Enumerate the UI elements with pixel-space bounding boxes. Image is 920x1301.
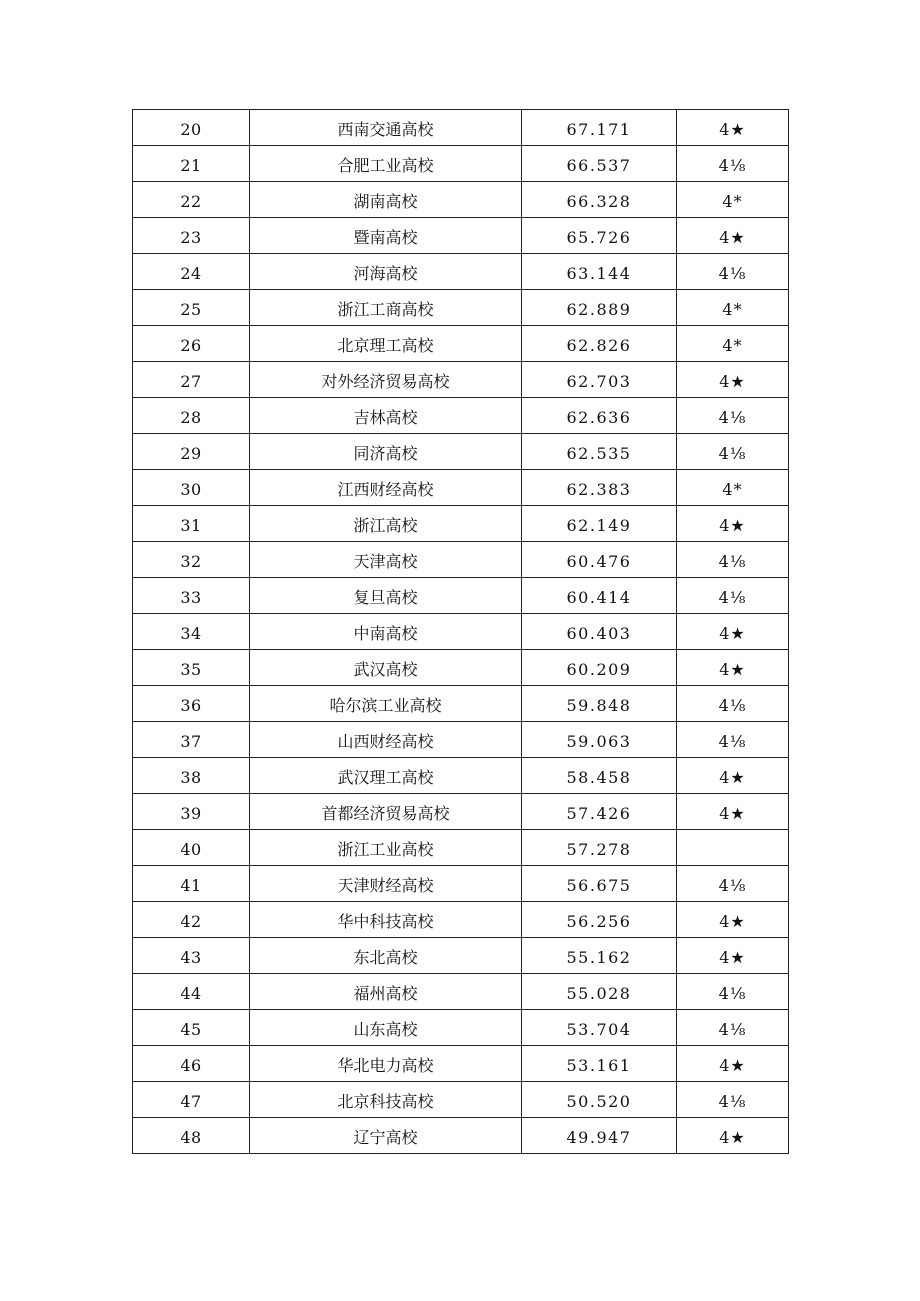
table-row bbox=[133, 794, 789, 830]
table-row bbox=[133, 902, 789, 938]
rank-cell: 38 bbox=[133, 758, 250, 794]
school-name-cell: 北京理工高校 bbox=[250, 326, 522, 362]
grade-cell bbox=[677, 830, 789, 866]
table-row bbox=[133, 1118, 789, 1154]
score-cell: 55.162 bbox=[522, 938, 677, 974]
rank-cell: 47 bbox=[133, 1082, 250, 1118]
rank-cell: 34 bbox=[133, 614, 250, 650]
school-name-cell: 暨南高校 bbox=[250, 218, 522, 254]
score-cell: 62.889 bbox=[522, 290, 677, 326]
table-row bbox=[133, 470, 789, 506]
school-name-cell: 吉林高校 bbox=[250, 398, 522, 434]
school-name-cell: 山西财经高校 bbox=[250, 722, 522, 758]
rank-cell: 27 bbox=[133, 362, 250, 398]
rank-cell: 28 bbox=[133, 398, 250, 434]
rank-cell: 22 bbox=[133, 182, 250, 218]
school-name-cell: 山东高校 bbox=[250, 1010, 522, 1046]
school-name-cell: 北京科技高校 bbox=[250, 1082, 522, 1118]
grade-cell: 4* bbox=[677, 470, 789, 506]
school-name-cell: 天津高校 bbox=[250, 542, 522, 578]
table-row bbox=[133, 866, 789, 902]
score-cell: 56.675 bbox=[522, 866, 677, 902]
grade-cell: 4⅛ bbox=[677, 1082, 789, 1118]
score-cell: 53.704 bbox=[522, 1010, 677, 1046]
grade-cell: 4⅛ bbox=[677, 254, 789, 290]
grade-cell: 4★ bbox=[677, 614, 789, 650]
grade-cell: 4⅛ bbox=[677, 1010, 789, 1046]
table-row bbox=[133, 434, 789, 470]
score-cell: 59.848 bbox=[522, 686, 677, 722]
school-name-cell: 浙江工业高校 bbox=[250, 830, 522, 866]
rank-cell: 24 bbox=[133, 254, 250, 290]
table-row bbox=[133, 758, 789, 794]
rank-cell: 36 bbox=[133, 686, 250, 722]
table-row bbox=[133, 686, 789, 722]
grade-cell: 4★ bbox=[677, 758, 789, 794]
school-name-cell: 哈尔滨工业高校 bbox=[250, 686, 522, 722]
grade-cell: 4⅛ bbox=[677, 542, 789, 578]
school-name-cell: 武汉理工高校 bbox=[250, 758, 522, 794]
table-row bbox=[133, 110, 789, 146]
rank-cell: 46 bbox=[133, 1046, 250, 1082]
school-name-cell: 河海高校 bbox=[250, 254, 522, 290]
grade-cell: 4★ bbox=[677, 938, 789, 974]
school-name-cell: 东北高校 bbox=[250, 938, 522, 974]
score-cell: 60.403 bbox=[522, 614, 677, 650]
rank-cell: 42 bbox=[133, 902, 250, 938]
table-row bbox=[133, 614, 789, 650]
rank-cell: 33 bbox=[133, 578, 250, 614]
table-row bbox=[133, 398, 789, 434]
score-cell: 66.328 bbox=[522, 182, 677, 218]
score-cell: 62.149 bbox=[522, 506, 677, 542]
table-row bbox=[133, 938, 789, 974]
school-name-cell: 中南高校 bbox=[250, 614, 522, 650]
grade-cell: 4★ bbox=[677, 1046, 789, 1082]
school-name-cell: 复旦高校 bbox=[250, 578, 522, 614]
rank-cell: 20 bbox=[133, 110, 250, 146]
score-cell: 67.171 bbox=[522, 110, 677, 146]
rank-cell: 23 bbox=[133, 218, 250, 254]
rank-cell: 37 bbox=[133, 722, 250, 758]
grade-cell: 4⅛ bbox=[677, 578, 789, 614]
rank-cell: 26 bbox=[133, 326, 250, 362]
grade-cell: 4★ bbox=[677, 1118, 789, 1154]
grade-cell: 4★ bbox=[677, 794, 789, 830]
rank-cell: 31 bbox=[133, 506, 250, 542]
score-cell: 49.947 bbox=[522, 1118, 677, 1154]
table-row bbox=[133, 218, 789, 254]
rank-cell: 39 bbox=[133, 794, 250, 830]
table-row bbox=[133, 1082, 789, 1118]
rank-cell: 25 bbox=[133, 290, 250, 326]
school-name-cell: 武汉高校 bbox=[250, 650, 522, 686]
table-row bbox=[133, 290, 789, 326]
grade-cell: 4⅛ bbox=[677, 434, 789, 470]
school-name-cell: 福州高校 bbox=[250, 974, 522, 1010]
grade-cell: 4* bbox=[677, 290, 789, 326]
table-row bbox=[133, 578, 789, 614]
score-cell: 59.063 bbox=[522, 722, 677, 758]
grade-cell: 4★ bbox=[677, 110, 789, 146]
table-row bbox=[133, 182, 789, 218]
rank-cell: 29 bbox=[133, 434, 250, 470]
score-cell: 63.144 bbox=[522, 254, 677, 290]
score-cell: 62.703 bbox=[522, 362, 677, 398]
grade-cell: 4⅛ bbox=[677, 398, 789, 434]
table-row bbox=[133, 1010, 789, 1046]
school-name-cell: 首都经济贸易高校 bbox=[250, 794, 522, 830]
rank-cell: 48 bbox=[133, 1118, 250, 1154]
table-row bbox=[133, 974, 789, 1010]
score-cell: 57.426 bbox=[522, 794, 677, 830]
grade-cell: 4★ bbox=[677, 218, 789, 254]
school-name-cell: 西南交通高校 bbox=[250, 110, 522, 146]
school-name-cell: 浙江高校 bbox=[250, 506, 522, 542]
school-name-cell: 湖南高校 bbox=[250, 182, 522, 218]
table-row bbox=[133, 254, 789, 290]
score-cell: 66.537 bbox=[522, 146, 677, 182]
score-cell: 62.826 bbox=[522, 326, 677, 362]
grade-cell: 4⅛ bbox=[677, 974, 789, 1010]
table-row bbox=[133, 506, 789, 542]
rank-cell: 40 bbox=[133, 830, 250, 866]
school-name-cell: 江西财经高校 bbox=[250, 470, 522, 506]
school-name-cell: 合肥工业高校 bbox=[250, 146, 522, 182]
grade-cell: 4⅛ bbox=[677, 722, 789, 758]
score-cell: 50.520 bbox=[522, 1082, 677, 1118]
school-name-cell: 华北电力高校 bbox=[250, 1046, 522, 1082]
table-row bbox=[133, 146, 789, 182]
ranking-table-body bbox=[133, 110, 789, 1154]
grade-cell: 4★ bbox=[677, 650, 789, 686]
school-name-cell: 华中科技高校 bbox=[250, 902, 522, 938]
score-cell: 58.458 bbox=[522, 758, 677, 794]
score-cell: 60.209 bbox=[522, 650, 677, 686]
school-name-cell: 天津财经高校 bbox=[250, 866, 522, 902]
table-row bbox=[133, 722, 789, 758]
score-cell: 56.256 bbox=[522, 902, 677, 938]
score-cell: 62.383 bbox=[522, 470, 677, 506]
grade-cell: 4★ bbox=[677, 362, 789, 398]
table-row bbox=[133, 542, 789, 578]
ranking-table bbox=[132, 109, 789, 1154]
grade-cell: 4⅛ bbox=[677, 686, 789, 722]
rank-cell: 41 bbox=[133, 866, 250, 902]
grade-cell: 4★ bbox=[677, 506, 789, 542]
score-cell: 65.726 bbox=[522, 218, 677, 254]
table-row bbox=[133, 650, 789, 686]
rank-cell: 35 bbox=[133, 650, 250, 686]
score-cell: 57.278 bbox=[522, 830, 677, 866]
table-row bbox=[133, 830, 789, 866]
grade-cell: 4★ bbox=[677, 902, 789, 938]
score-cell: 60.476 bbox=[522, 542, 677, 578]
grade-cell: 4⅛ bbox=[677, 146, 789, 182]
rank-cell: 30 bbox=[133, 470, 250, 506]
grade-cell: 4* bbox=[677, 326, 789, 362]
grade-cell: 4⅛ bbox=[677, 866, 789, 902]
rank-cell: 21 bbox=[133, 146, 250, 182]
table-row bbox=[133, 326, 789, 362]
grade-cell: 4* bbox=[677, 182, 789, 218]
table-row bbox=[133, 1046, 789, 1082]
score-cell: 62.535 bbox=[522, 434, 677, 470]
rank-cell: 32 bbox=[133, 542, 250, 578]
score-cell: 53.161 bbox=[522, 1046, 677, 1082]
score-cell: 60.414 bbox=[522, 578, 677, 614]
school-name-cell: 浙江工商高校 bbox=[250, 290, 522, 326]
rank-cell: 43 bbox=[133, 938, 250, 974]
rank-cell: 44 bbox=[133, 974, 250, 1010]
school-name-cell: 辽宁高校 bbox=[250, 1118, 522, 1154]
school-name-cell: 对外经济贸易高校 bbox=[250, 362, 522, 398]
score-cell: 62.636 bbox=[522, 398, 677, 434]
rank-cell: 45 bbox=[133, 1010, 250, 1046]
school-name-cell: 同济高校 bbox=[250, 434, 522, 470]
table-row bbox=[133, 362, 789, 398]
score-cell: 55.028 bbox=[522, 974, 677, 1010]
